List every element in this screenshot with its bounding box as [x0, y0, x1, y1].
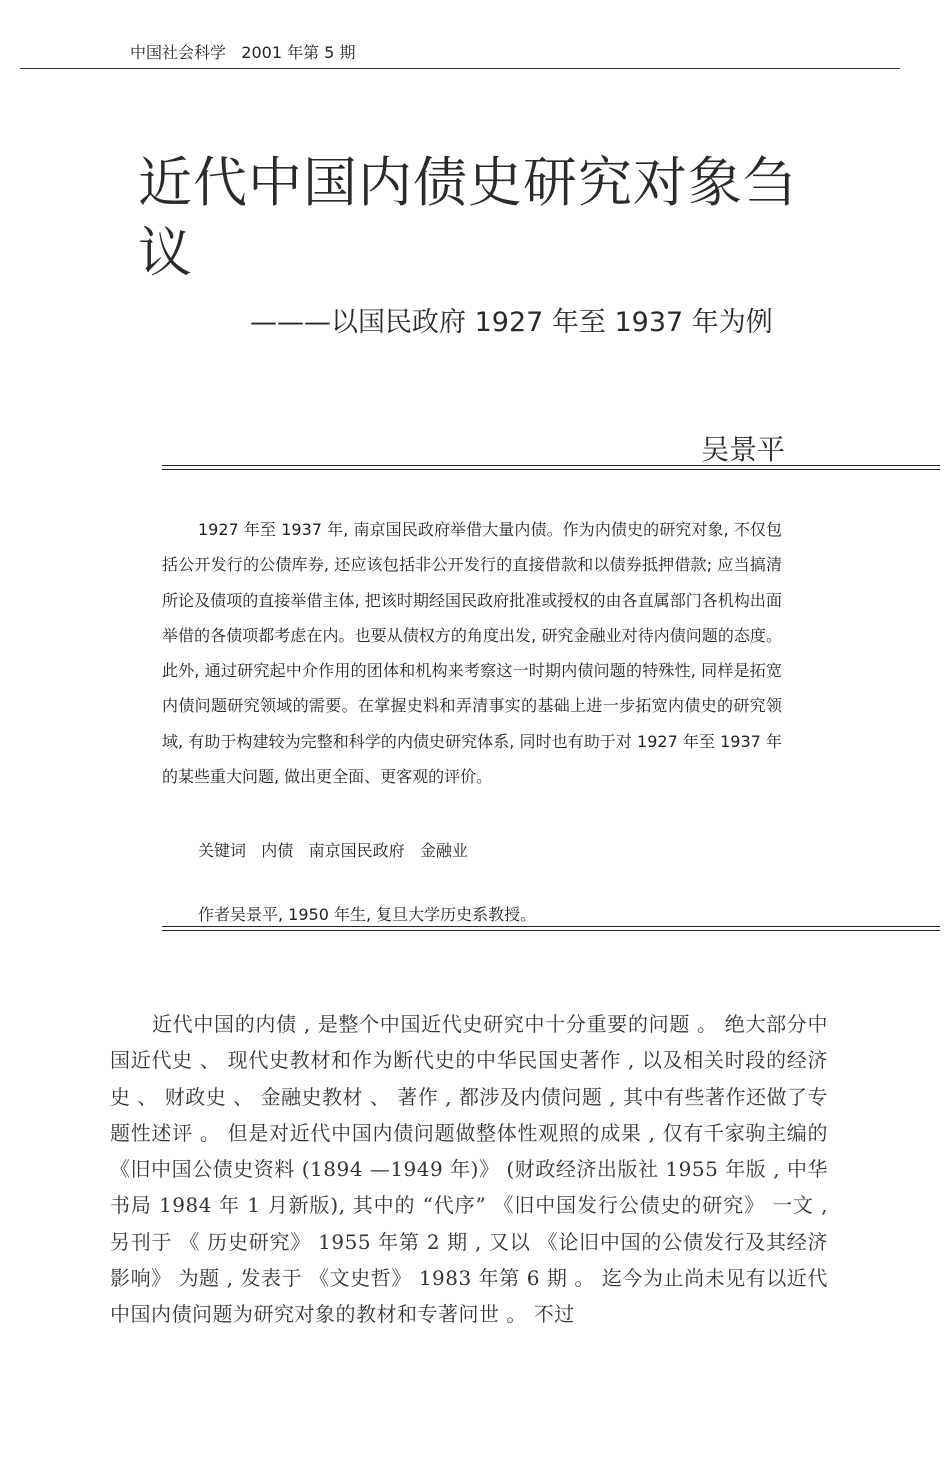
abstract: [162, 512, 782, 794]
abstract-top-rule: [162, 465, 940, 470]
article-title: 近代中国内债史研究对象刍议: [138, 151, 798, 284]
header-rule: [20, 68, 900, 69]
keyword: 内债: [261, 841, 294, 860]
keyword: 金融业: [419, 841, 468, 860]
article-subtitle: ———以国民政府 1927 年至 1937 年为例: [250, 307, 773, 338]
keyword: 南京国民政府: [308, 841, 405, 860]
keywords-label: 关键词: [198, 841, 247, 860]
keywords-line: [198, 838, 468, 861]
abstract-bottom-rule: [162, 926, 940, 931]
author-name: 吴景平: [700, 433, 785, 466]
author-note: 作者吴景平, 1950 年生, 复旦大学历史系教授。: [198, 905, 537, 924]
body-paragraph: 近代中国的内债 , 是整个中国近代史研究中十分重要的问题 。 绝大部分中国近代史 、 现代史教材和作为断代史的中华民国史著作 , 以及相关时段的经济史 、 财政史 、 金融史教材 、 著作 , 都涉及内债问题 , 其中有些著作还做了专题性述评 。 但是对近代中国内债问题做整体性观照的成果 , 仅有千家驹主编的 《旧中国公债史资料 (1894 —1949 年)》 (财政经济出版社 1955 年版 , 中华书局 1984 年 1 月新版), 其中的 “代序” 《旧中国发行公债史的研究》 一文 , 另刊于 《 历史研究》 1955 年第 2 期 , 又以 《论旧中国的公债发行及其经济影响》 为题 , 发表于 《文史哲》 1983 年第 6 期 。 迄今为止尚未见有以近代中国内债问题为研究对象的教材和专著问世 。 不过: [110, 1012, 828, 1327]
journal-name: 中国社会科学: [130, 43, 227, 62]
abstract-text: 1927 年至 1937 年, 南京国民政府举借大量内债。作为内债史的研究对象, 不仅包括公开发行的公债库券, 还应该包括非公开发行的直接借款和以债券抵押借款; 应当搞清所论及债项的直接举借主体, 把该时期经国民政府批准或授权的由各直属部门各机构出面举借的各债项都考虑在内。也要从债权方的角度出发, 研究金融业对待内债问题的态度。此外, 通过研究起中介作用的团体和机构来考察这一时期内债问题的特殊性, 同样是拓宽内债问题研究领域的需要。在掌握史料和弄清事实的基础上进一步拓宽内债史的研究领域, 有助于构建较为完整和科学的内债史研究体系, 同时也有助于对 1927 年至 1937 年的某些重大问题, 做出更全面、更客观的评价。: [162, 520, 782, 787]
running-head: [130, 40, 355, 63]
issue-number: 2001 年第 5 期: [241, 43, 356, 62]
